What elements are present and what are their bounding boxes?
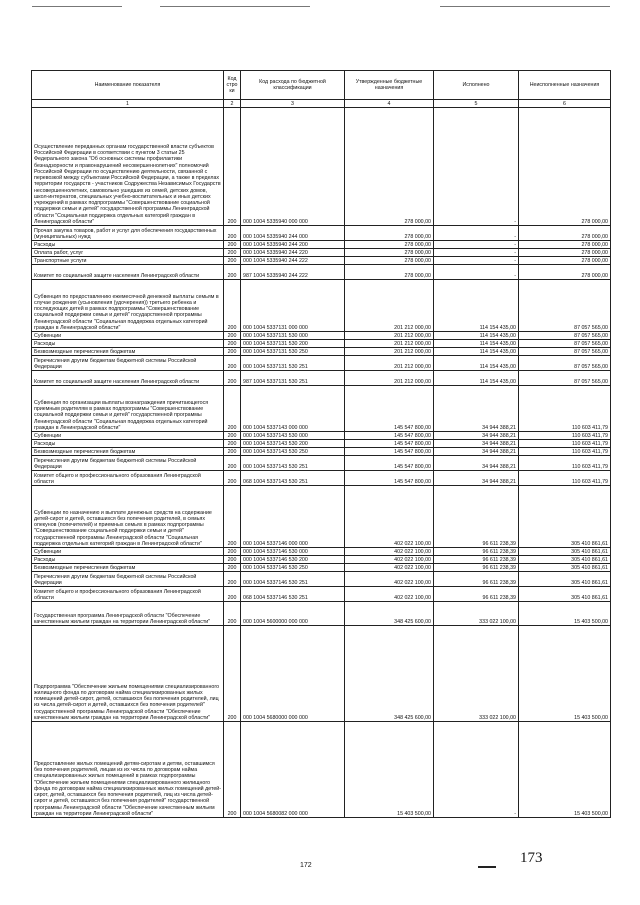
row-approved-amount: 145 547 800,00 [345, 456, 434, 471]
top-rule-right [440, 6, 610, 7]
row-line-code: 200 [224, 548, 241, 556]
row-approved-amount: 402 022 100,00 [345, 556, 434, 564]
row-line-code: 200 [224, 440, 241, 448]
row-executed-amount: 114 154 435,00 [434, 356, 519, 371]
row-executed-amount: 96 611 238,39 [434, 548, 519, 556]
row-unexecuted-amount: 110 603 411,79 [519, 432, 611, 440]
row-unexecuted-amount: 278 000,00 [519, 257, 611, 265]
row-unexecuted-amount: 87 057 565,00 [519, 332, 611, 340]
row-line-code: 200 [224, 280, 241, 332]
row-executed-amount: 114 154 435,00 [434, 280, 519, 332]
column-number: 5 [434, 100, 519, 108]
row-line-code: 200 [224, 448, 241, 456]
header-indicator-name: Наименование показателя [32, 71, 224, 100]
row-unexecuted-amount: 15 403 500,00 [519, 722, 611, 818]
table-row [32, 556, 611, 564]
row-unexecuted-amount: 305 410 861,61 [519, 486, 611, 548]
row-line-code: 200 [224, 722, 241, 818]
row-expense-code: 000 1004 5337131 530 200 [241, 340, 345, 348]
row-approved-amount: 278 000,00 [345, 241, 434, 249]
top-rule-mid [160, 6, 310, 7]
row-expense-code: 000 1004 5680082 000 000 [241, 722, 345, 818]
row-unexecuted-amount: 305 410 861,61 [519, 587, 611, 602]
row-expense-code: 000 1004 5337143 530 250 [241, 448, 345, 456]
row-unexecuted-amount: 110 603 411,79 [519, 456, 611, 471]
row-line-code: 200 [224, 226, 241, 241]
row-line-code: 200 [224, 108, 241, 226]
row-executed-amount: - [434, 108, 519, 226]
header-executed: Исполнено [434, 71, 519, 100]
row-expense-code: 068 1004 5337146 530 251 [241, 587, 345, 602]
row-expense-code: 000 1004 5600000 000 000 [241, 602, 345, 626]
row-approved-amount: 402 022 100,00 [345, 572, 434, 587]
row-name: Перечисления другим бюджетам бюджетной системы Российской Федерации [32, 356, 224, 371]
row-line-code: 200 [224, 356, 241, 371]
row-line-code: 200 [224, 432, 241, 440]
row-line-code: 200 [224, 587, 241, 602]
row-executed-amount: - [434, 226, 519, 241]
table-row [32, 249, 611, 257]
row-name: Перечисления другим бюджетам бюджетной системы Российской Федерации [32, 456, 224, 471]
row-expense-code: 000 1004 5337146 530 251 [241, 572, 345, 587]
row-name: Перечисления другим бюджетам бюджетной системы Российской Федерации [32, 572, 224, 587]
column-number-row [32, 100, 611, 108]
row-approved-amount: 278 000,00 [345, 265, 434, 280]
row-expense-code: 000 1004 5337143 530 251 [241, 456, 345, 471]
row-name: Субвенции [32, 548, 224, 556]
row-executed-amount: 96 611 238,39 [434, 564, 519, 572]
row-approved-amount: 201 212 000,00 [345, 340, 434, 348]
row-line-code: 200 [224, 340, 241, 348]
row-name: Безвозмездные перечисления бюджетам [32, 448, 224, 456]
row-unexecuted-amount: 110 603 411,79 [519, 448, 611, 456]
row-executed-amount: 114 154 435,00 [434, 371, 519, 386]
row-approved-amount: 145 547 800,00 [345, 386, 434, 432]
row-expense-code: 000 1004 5337146 530 200 [241, 556, 345, 564]
row-approved-amount: 348 425 600,00 [345, 626, 434, 722]
row-unexecuted-amount: 87 057 565,00 [519, 356, 611, 371]
row-executed-amount: - [434, 257, 519, 265]
row-unexecuted-amount: 278 000,00 [519, 241, 611, 249]
row-name: Прочая закупка товаров, работ и услуг для обеспечения государственных (муниципальных) нужд [32, 226, 224, 241]
row-executed-amount: 114 154 435,00 [434, 340, 519, 348]
column-number: 6 [519, 100, 611, 108]
row-name: Субвенция по организации выплаты вознаграждения причитающегося приемным родителям в рамках подпрограммы "Совершенствование социальной поддержки семьи и детей" государственной программы Ленинградской области "Социальная поддержка отдельных категорий граждан в Ленинградской области" [32, 386, 224, 432]
row-unexecuted-amount: 278 000,00 [519, 265, 611, 280]
row-line-code: 200 [224, 332, 241, 340]
row-approved-amount: 145 547 800,00 [345, 448, 434, 456]
row-name: Субвенция по предоставлению ежемесячной денежной выплаты семьям в случае рождения (усыновления (удочерения)) третьего ребенка и последующих детей в рамках подпрограммы "Совершенствование социальной поддержки семьи и детей" государственной программы Ленинградской области "Социальная поддержка отдельных категорий граждан в Ленинградской области" [32, 280, 224, 332]
row-executed-amount: 114 154 435,00 [434, 332, 519, 340]
row-line-code: 200 [224, 241, 241, 249]
table-row [32, 572, 611, 587]
row-unexecuted-amount: 305 410 861,61 [519, 548, 611, 556]
budget-execution-table [31, 70, 611, 818]
row-expense-code: 068 1004 5337143 530 251 [241, 471, 345, 486]
row-line-code: 200 [224, 471, 241, 486]
table-row [32, 265, 611, 280]
row-unexecuted-amount: 15 403 500,00 [519, 626, 611, 722]
row-line-code: 200 [224, 265, 241, 280]
table-row [32, 280, 611, 332]
row-unexecuted-amount: 87 057 565,00 [519, 340, 611, 348]
column-number: 3 [241, 100, 345, 108]
row-name: Осуществление переданных органам государственной власти субъектов Российской Федерации в соответствии с пунктом 3 статьи 25 Федерального закона "Об основных системы профилактики безнадзорности и правонарушений несовершеннолетних" полномочий Российской Федерации по осуществлению деятельности, связанной с перевозкой между субъектами Российской Федерации, а также в пределах территории государств - участников Содружества Независимых Государств несовершеннолетних, самовольно ушедших из семей, детских домов, школ-интернатов, специальных учебно-воспитательных и иных детских учреждений в рамках подпрограммы "Совершенствование социальной поддержки семьи и детей" государственной программы Ленинградской области "Социальная поддержка отдельных категорий граждан в Ленинградской области" [32, 108, 224, 226]
row-executed-amount: 34 944 388,21 [434, 448, 519, 456]
row-executed-amount: 96 611 238,39 [434, 572, 519, 587]
row-name: Комитет общего и профессионального образования Ленинградской области [32, 471, 224, 486]
row-expense-code: 000 1004 5337146 530 000 [241, 548, 345, 556]
row-approved-amount: 278 000,00 [345, 226, 434, 241]
row-expense-code: 000 1004 5337146 000 000 [241, 486, 345, 548]
row-unexecuted-amount: 278 000,00 [519, 226, 611, 241]
row-approved-amount: 201 212 000,00 [345, 332, 434, 340]
row-executed-amount: 96 611 238,39 [434, 486, 519, 548]
table-row [32, 564, 611, 572]
row-line-code: 200 [224, 386, 241, 432]
row-line-code: 200 [224, 486, 241, 548]
table-row [32, 548, 611, 556]
table-row [32, 448, 611, 456]
row-approved-amount: 278 000,00 [345, 108, 434, 226]
row-executed-amount: - [434, 249, 519, 257]
row-unexecuted-amount: 87 057 565,00 [519, 280, 611, 332]
row-line-code: 200 [224, 602, 241, 626]
table-row [32, 108, 611, 226]
row-unexecuted-amount: 110 603 411,79 [519, 440, 611, 448]
row-executed-amount: 34 944 388,21 [434, 471, 519, 486]
row-executed-amount: 96 611 238,39 [434, 587, 519, 602]
table-row [32, 371, 611, 386]
table-row [32, 602, 611, 626]
row-approved-amount: 348 425 600,00 [345, 602, 434, 626]
row-executed-amount: 114 154 435,00 [434, 348, 519, 356]
row-approved-amount: 402 022 100,00 [345, 564, 434, 572]
table-row [32, 348, 611, 356]
row-expense-code: 987 1004 5337131 530 251 [241, 371, 345, 386]
row-approved-amount: 201 212 000,00 [345, 280, 434, 332]
row-name: Расходы [32, 556, 224, 564]
row-approved-amount: 15 403 500,00 [345, 722, 434, 818]
row-line-code: 200 [224, 249, 241, 257]
row-name: Комитет общего и профессионального образования Ленинградской области [32, 587, 224, 602]
row-approved-amount: 278 000,00 [345, 249, 434, 257]
row-line-code: 200 [224, 572, 241, 587]
row-name: Расходы [32, 440, 224, 448]
row-name: Субвенции по назначению и выплате денежных средств на содержание детей-сирот и детей, оставшихся без попечения родителей, в семьях опекунов (попечителей) и приемных семьях в рамках подпрограммы "Совершенствование социальной поддержки семьи и детей" государственной программы Ленинградской области "Социальная поддержка отдельных категорий граждан в Ленинградской области" [32, 486, 224, 548]
row-approved-amount: 278 000,00 [345, 257, 434, 265]
row-unexecuted-amount: 305 410 861,61 [519, 564, 611, 572]
row-approved-amount: 201 212 000,00 [345, 348, 434, 356]
row-approved-amount: 201 212 000,00 [345, 356, 434, 371]
row-unexecuted-amount: 110 603 411,79 [519, 386, 611, 432]
table-row [32, 486, 611, 548]
row-executed-amount: 34 944 388,21 [434, 456, 519, 471]
table-body [32, 108, 611, 818]
header-expense-code: Код расхода по бюджетной классификации [241, 71, 345, 100]
row-expense-code: 000 1004 5680000 000 000 [241, 626, 345, 722]
row-executed-amount: 333 022 100,00 [434, 602, 519, 626]
table-row [32, 587, 611, 602]
row-expense-code: 987 1004 5335940 244 222 [241, 265, 345, 280]
table-row [32, 257, 611, 265]
row-line-code: 200 [224, 456, 241, 471]
row-approved-amount: 402 022 100,00 [345, 548, 434, 556]
table-row [32, 456, 611, 471]
row-name: Субвенции [32, 332, 224, 340]
row-approved-amount: 402 022 100,00 [345, 486, 434, 548]
row-name: Оплата работ, услуг [32, 249, 224, 257]
row-name: Подпрограмма "Обеспечение жильем помещениями специализированного жилищного фонда по договорам найма специализированных жилых помещений детей-сирот, детей, оставшихся без попечения родителей, лиц из числа детей-сирот и детей, оставшихся без попечения родителей" государственной программы Ленинградской области "Обеспечение качественным жильем граждан на территории Ленинградской области" [32, 626, 224, 722]
table-row [32, 340, 611, 348]
row-name: Транспортные услуги [32, 257, 224, 265]
table-row [32, 226, 611, 241]
row-approved-amount: 145 547 800,00 [345, 432, 434, 440]
top-rule-left [32, 6, 122, 7]
row-name: Комитет по социальной защите населения Ленинградской области [32, 371, 224, 386]
row-expense-code: 000 1004 5335940 244 220 [241, 249, 345, 257]
row-name: Безвозмездные перечисления бюджетам [32, 348, 224, 356]
row-name: Безвозмездные перечисления бюджетам [32, 564, 224, 572]
row-line-code: 200 [224, 626, 241, 722]
row-executed-amount: - [434, 241, 519, 249]
row-executed-amount: 34 944 388,21 [434, 432, 519, 440]
row-name: Предоставление жилых помещений детям-сиротам и детям, оставшимся без попечения родителей, лицам из их числа по договорам найма специализированных жилых помещений в рамках подпрограммы "Обеспечение жильем помещениями специализированного жилищного фонда по договорам найма специализированных жилых помещений детей-сирот, детей, оставшихся без попечения родителей, лиц из числа детей-сирот и детей, оставшихся без попечения родителей" государственной программы Ленинградской области "Обеспечение качественным жильем граждан на территории Ленинградской области" [32, 722, 224, 818]
row-unexecuted-amount: 305 410 861,61 [519, 556, 611, 564]
row-name: Комитет по социальной защите населения Ленинградской области [32, 265, 224, 280]
row-expense-code: 000 1004 5335940 244 200 [241, 241, 345, 249]
sheet-number: 173 [520, 850, 543, 866]
row-name: Государственная программа Ленинградской области "Обеспечение качественным жильем граждан на территории Ленинградской области" [32, 602, 224, 626]
row-unexecuted-amount: 87 057 565,00 [519, 371, 611, 386]
column-number: 4 [345, 100, 434, 108]
row-unexecuted-amount: 278 000,00 [519, 108, 611, 226]
row-unexecuted-amount: 305 410 861,61 [519, 572, 611, 587]
row-expense-code: 000 1004 5337131 530 250 [241, 348, 345, 356]
table-row [32, 722, 611, 818]
row-expense-code: 000 1004 5335940 244 222 [241, 257, 345, 265]
row-expense-code: 000 1004 5337143 530 200 [241, 440, 345, 448]
table-row [32, 241, 611, 249]
table-row [32, 626, 611, 722]
row-name: Расходы [32, 340, 224, 348]
table-row [32, 471, 611, 486]
header-row [32, 71, 611, 100]
row-executed-amount: - [434, 722, 519, 818]
row-line-code: 200 [224, 348, 241, 356]
column-number: 1 [32, 100, 224, 108]
sheet-number-dash [478, 866, 496, 868]
row-approved-amount: 402 022 100,00 [345, 587, 434, 602]
header-unexecuted: Неисполненные назначения [519, 71, 611, 100]
row-line-code: 200 [224, 556, 241, 564]
row-executed-amount: 34 944 388,21 [434, 386, 519, 432]
row-executed-amount: 333 022 100,00 [434, 626, 519, 722]
table-row [32, 386, 611, 432]
table-row [32, 440, 611, 448]
row-expense-code: 000 1004 5337131 530 000 [241, 332, 345, 340]
row-line-code: 200 [224, 371, 241, 386]
column-number: 2 [224, 100, 241, 108]
row-expense-code: 000 1004 5337131 000 000 [241, 280, 345, 332]
row-line-code: 200 [224, 257, 241, 265]
row-expense-code: 000 1004 5337143 000 000 [241, 386, 345, 432]
row-name: Субвенции [32, 432, 224, 440]
row-unexecuted-amount: 87 057 565,00 [519, 348, 611, 356]
row-executed-amount: 34 944 388,21 [434, 440, 519, 448]
row-unexecuted-amount: 110 603 411,79 [519, 471, 611, 486]
table-row [32, 432, 611, 440]
row-unexecuted-amount: 278 000,00 [519, 249, 611, 257]
row-expense-code: 000 1004 5337146 530 250 [241, 564, 345, 572]
table-row [32, 332, 611, 340]
row-approved-amount: 145 547 800,00 [345, 440, 434, 448]
row-executed-amount: - [434, 265, 519, 280]
header-approved: Утвержденные бюджетные назначения [345, 71, 434, 100]
row-unexecuted-amount: 15 403 500,00 [519, 602, 611, 626]
row-name: Расходы [32, 241, 224, 249]
row-expense-code: 000 1004 5335940 000 000 [241, 108, 345, 226]
row-approved-amount: 201 212 000,00 [345, 371, 434, 386]
row-executed-amount: 96 611 238,39 [434, 556, 519, 564]
row-expense-code: 000 1004 5337143 530 000 [241, 432, 345, 440]
table-row [32, 356, 611, 371]
row-expense-code: 000 1004 5335940 244 000 [241, 226, 345, 241]
row-expense-code: 000 1004 5337131 530 251 [241, 356, 345, 371]
row-approved-amount: 145 547 800,00 [345, 471, 434, 486]
row-line-code: 200 [224, 564, 241, 572]
page-number: 172 [300, 862, 312, 869]
header-line-code: Код стро ки [224, 71, 241, 100]
